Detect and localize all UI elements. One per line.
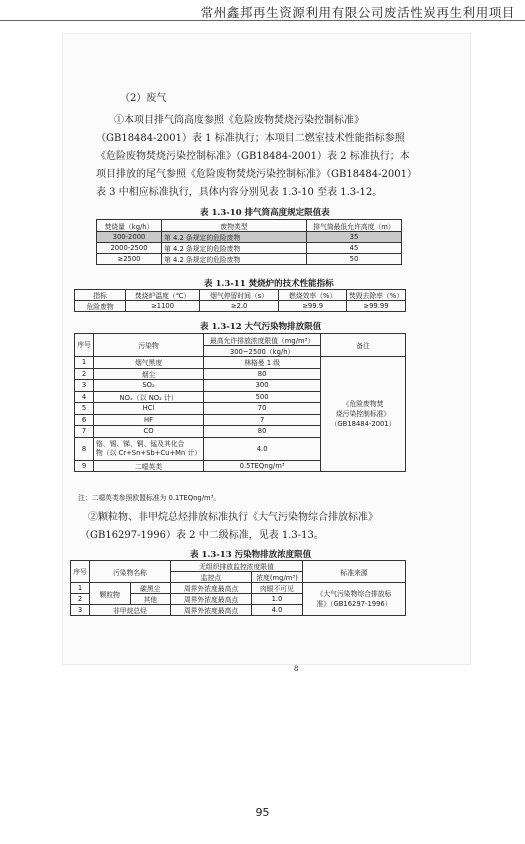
t12-header-range: 300~2500（kg/h） bbox=[204, 346, 321, 357]
t12-cell: 5 bbox=[75, 403, 94, 415]
table-1-3-10 bbox=[96, 219, 402, 265]
t10-cell: 45 bbox=[307, 243, 402, 254]
table12-caption: 表 1.3-12 大气污染物排放限值 bbox=[200, 322, 322, 332]
t12-cell: CO bbox=[94, 426, 204, 438]
t13-header-conc: 浓度(mg/m³) bbox=[252, 572, 303, 583]
t11-cell: 危险废物 bbox=[75, 301, 126, 312]
t13-header-pollutant: 污染物名称 bbox=[90, 561, 171, 583]
t12-remark-cell bbox=[321, 357, 406, 472]
t12-cell: 烟气黑度 bbox=[94, 357, 204, 369]
table-1-3-11 bbox=[74, 289, 406, 312]
t11-header: 烟气停留时间（s） bbox=[199, 290, 278, 301]
para1-line3: 《危险废物焚烧污染控制标准》（GB18484-2001）表 2 标准执行；本 bbox=[96, 151, 410, 162]
t12-header-remark: 备注 bbox=[321, 334, 406, 357]
t12-cell: 300 bbox=[204, 380, 321, 392]
t12-cell-metals bbox=[94, 437, 204, 460]
t10-cell: 50 bbox=[307, 254, 402, 265]
t12-cell: 7 bbox=[204, 414, 321, 426]
t13-cell: 非甲烷总烃 bbox=[90, 605, 171, 616]
t12-cell: 500 bbox=[204, 391, 321, 403]
t10-cell: ≥2500 bbox=[97, 254, 162, 265]
t12-cell: 80 bbox=[204, 426, 321, 438]
t13-cell: 4.0 bbox=[252, 605, 303, 616]
t12-cell: 二噁英类 bbox=[94, 460, 204, 472]
t12-header-limit: 最高允许排放浓度限值（mg/m³） bbox=[204, 334, 321, 346]
t12-cell: 1 bbox=[75, 357, 94, 369]
t13-header-source: 标准来源 bbox=[303, 561, 406, 583]
t13-cell: 周界外浓度最高点 bbox=[171, 594, 252, 605]
t10-cell: 第 4.2 条规定的危险废物 bbox=[162, 232, 307, 243]
t10-cell: 第 4.2 条规定的危险废物 bbox=[162, 243, 307, 254]
t13-source-line: 《大气污染物综合排放标 bbox=[316, 590, 392, 598]
t12-metals-line: 物（以 Cr+Sn+Sb+Cu+Mn 计） bbox=[96, 448, 202, 457]
t12-metals-line: 铬、锡、锑、铜、锰及其化合 bbox=[96, 439, 185, 448]
t12-cell: 8 bbox=[75, 437, 94, 460]
page-header bbox=[0, 0, 525, 22]
t12-remark-line: 烧污染控制标准》 bbox=[335, 410, 391, 418]
t12-cell: HF bbox=[94, 414, 204, 426]
t12-cell: 烟尘 bbox=[94, 368, 204, 380]
t12-cell: 2 bbox=[75, 368, 94, 380]
t13-cell: 周界外浓度最高点 bbox=[171, 583, 252, 594]
table-1-3-13 bbox=[70, 560, 406, 616]
t12-cell: 0.5TEQng/m³ bbox=[204, 460, 321, 472]
t11-header: 燃烧效率（%） bbox=[279, 290, 347, 301]
t13-cell: 周界外浓度最高点 bbox=[171, 605, 252, 616]
t13-header-point: 监控点 bbox=[171, 572, 252, 583]
project-title: 常州鑫邦再生资源利用有限公司废活性炭再生利用项目 bbox=[200, 5, 515, 20]
t13-header-no: 序号 bbox=[71, 561, 90, 583]
t12-cell: 4 bbox=[75, 391, 94, 403]
t12-cell: HCl bbox=[94, 403, 204, 415]
t12-cell: 70 bbox=[204, 403, 321, 415]
t11-cell: ≥1100 bbox=[126, 301, 200, 312]
t10-cell: 第 4.2 条规定的危险废物 bbox=[162, 254, 307, 265]
t10-cell: 35 bbox=[307, 232, 402, 243]
header-rule bbox=[0, 20, 525, 21]
t13-cell: 1 bbox=[71, 583, 90, 594]
t12-remark-line: 《危险废物焚 bbox=[342, 400, 384, 408]
t12-cell: 4.0 bbox=[204, 437, 321, 460]
para1-line5: 表 3 中相应标准执行，具体内容分别见表 1.3-10 至表 1.3-12。 bbox=[96, 187, 383, 198]
para2-line1: ②颗粒物、非甲烷总烃排放标准执行《大气污染物综合排放标准》 bbox=[88, 512, 378, 523]
t13-cell: 1.0 bbox=[252, 594, 303, 605]
t12-cell: SO₂ bbox=[94, 380, 204, 392]
t12-remark-line: （GB18484-2001） bbox=[330, 420, 396, 428]
para1-line4: 项目排放的尾气参照《危险废物焚烧污染控制标准》（GB18484-2001） bbox=[96, 169, 417, 180]
table-row bbox=[75, 357, 406, 369]
para2-line2: （GB16297-1996）表 2 中二级标准，见表 1.3-13。 bbox=[80, 530, 324, 541]
t10-cell: 2000-2500 bbox=[97, 243, 162, 254]
t12-cell: 7 bbox=[75, 426, 94, 438]
t11-header: 指标 bbox=[75, 290, 126, 301]
t12-cell: 3 bbox=[75, 380, 94, 392]
t13-header-group: 无组织排放监控浓度限值 bbox=[171, 561, 303, 572]
t11-header: 焚毁去除率（%） bbox=[346, 290, 405, 301]
t10-header-type: 废物类型 bbox=[162, 220, 307, 232]
t13-cell: 肉眼不可见 bbox=[252, 583, 303, 594]
table12-note: 注：二噁英类参照欧盟标准为 0.1TEQng/m³。 bbox=[78, 494, 221, 502]
para1-line2: （GB18484-2001）表 1 标准执行；本项目二燃室技术性能指标参照 bbox=[96, 133, 405, 144]
table10-caption: 表 1.3-10 排气筒高度规定限值表 bbox=[200, 208, 330, 218]
t12-cell: NOₓ（以 NO₂ 计） bbox=[94, 391, 204, 403]
t13-cell: 其他 bbox=[130, 594, 171, 605]
t12-cell: 林格曼 1 级 bbox=[204, 357, 321, 369]
para1-line1: ①本项目排气筒高度参照《危险废物焚烧污染控制标准》 bbox=[114, 115, 364, 126]
t12-cell: 9 bbox=[75, 460, 94, 472]
t10-header-amount: 焚烧量（kg/h） bbox=[97, 220, 162, 232]
t11-cell: ≥99.9 bbox=[279, 301, 347, 312]
t11-cell: ≥99.99 bbox=[346, 301, 405, 312]
table-row bbox=[97, 243, 402, 254]
table-row bbox=[71, 583, 406, 594]
page-number: 95 bbox=[255, 806, 270, 819]
table-row bbox=[75, 301, 406, 312]
t12-cell: 80 bbox=[204, 368, 321, 380]
t11-cell: ≥2.0 bbox=[199, 301, 278, 312]
t10-cell: 300-2000 bbox=[97, 232, 162, 243]
t13-source-line: 准》（GB16297-1996） bbox=[316, 600, 392, 608]
t13-cell-particle: 颗粒物 bbox=[90, 583, 131, 605]
section-heading: （2）废气 bbox=[120, 93, 167, 104]
t12-header-no: 序号 bbox=[75, 334, 94, 357]
t13-cell: 2 bbox=[71, 594, 90, 605]
t12-header-pollutant: 污染物 bbox=[94, 334, 204, 357]
t10-header-height: 排气筒最低允许高度（m） bbox=[307, 220, 402, 232]
table-1-3-12 bbox=[74, 333, 406, 472]
scanned-page bbox=[62, 33, 471, 673]
table13-caption: 表 1.3-13 污染物排放浓度限值 bbox=[190, 550, 312, 560]
table-row bbox=[97, 232, 402, 243]
t13-cell: 3 bbox=[71, 605, 90, 616]
table11-caption: 表 1.3-11 焚烧炉的技术性能指标 bbox=[204, 279, 334, 289]
inner-page-number: 8 bbox=[294, 665, 299, 673]
t13-source-cell bbox=[303, 583, 406, 616]
t13-cell: 碳黑尘 bbox=[130, 583, 171, 594]
t11-header: 焚烧炉温度（℃） bbox=[126, 290, 200, 301]
table-row bbox=[97, 254, 402, 265]
t12-cell: 6 bbox=[75, 414, 94, 426]
